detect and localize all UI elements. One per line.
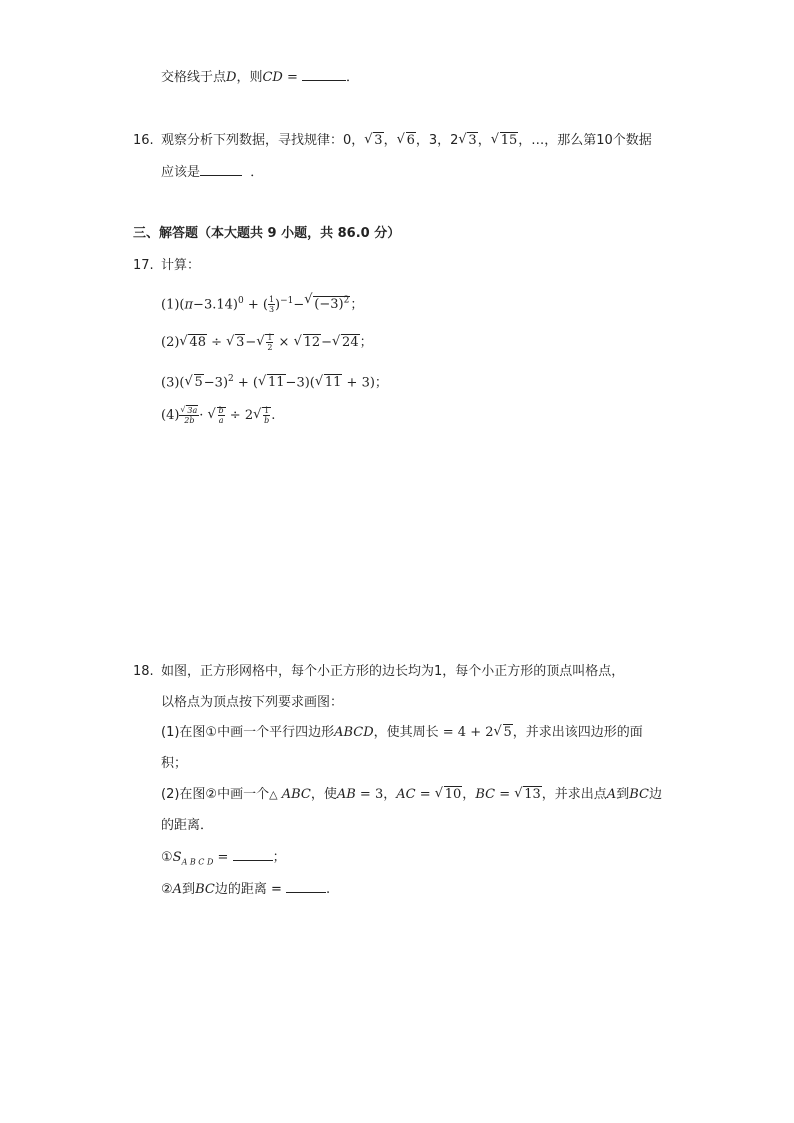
sqrt-15: √ 15: [491, 131, 519, 151]
q18-answer-1: $①S_{A B C D}$ = ；: [161, 847, 286, 873]
q18-line-5: (2)在图②中画一个△ ABC，使AB = 3，AC = √ 10，BC = √ 13，并求出点A到BC边: [161, 785, 662, 805]
q15-answer-blank[interactable]: [302, 67, 346, 81]
q17-part-4: (4) √ $\frac{3a}{2b}$ · √ $\frac{b}{a}$ ÷ 2 √ $\frac{1}{b}$ .: [161, 406, 275, 426]
q18-number: 18.: [133, 664, 154, 679]
sqrt-6: √ 6: [397, 131, 416, 151]
q16-line-2: [161, 162, 263, 183]
q17-title: [133, 256, 200, 276]
q16-answer-blank[interactable]: [200, 162, 242, 176]
q16-text-2: 应该是: [161, 165, 201, 180]
q18-area-blank[interactable]: [233, 847, 273, 861]
q15-end: ．: [346, 70, 360, 85]
sqrt-48: √ 48: [179, 333, 207, 353]
fraction-1-3: $\frac{1}{3}$: [268, 295, 275, 315]
sqrt-11b: √ 11: [315, 373, 343, 393]
q18-text-1: 如图，正方形网格中，每个小正方形的边长均为1，每个小正方形的顶点叫格点，: [161, 664, 625, 679]
q18-line-3: (1)在图①中画一个平行四边形ABCD，使其周长 = 4 + 2√ 5，并求出该四边形的面: [161, 723, 643, 743]
q18-line-4: 积；: [161, 756, 188, 771]
q17-part-1: $(1)(\pi-3.14)^0$ + ( $\frac{1}{3}$ )$^{-1}$−√ $(-3)^2$；: [161, 291, 363, 315]
q17-number: 17.: [133, 258, 154, 273]
q15-continuation: [161, 67, 359, 88]
q16-end: ．: [250, 165, 264, 180]
q18-answer-2: ②A到BC边的距离 = .: [161, 879, 330, 900]
q16-text-end: ，…，那么第10个数据: [518, 133, 652, 148]
q15-text-mid: ，则: [236, 70, 263, 85]
sqrt-24: √ 24: [332, 333, 360, 353]
sqrt-12: √ 12: [294, 333, 322, 353]
q16-text: 观察分析下列数据，寻找规律：0，: [161, 133, 365, 148]
q17-part-3: (3)(√ 5−3)$^2$ + (√ 11−3)(√ 11 + 3)；: [161, 369, 388, 393]
sqrt-5: √ 5: [185, 373, 204, 393]
sqrt-b-over-a: √ $\frac{b}{a}$: [208, 406, 226, 426]
q15-segment: CD: [262, 70, 283, 85]
sqrt-10: √ 10: [435, 785, 463, 805]
q16-number: 16.: [133, 133, 154, 148]
quad-abcd: ABCD: [334, 725, 374, 740]
q18-line-2: 以格点为顶点按下列要求画图：: [161, 695, 344, 710]
q16-text-three: ，3，2: [415, 133, 459, 148]
section-3-title: 三、解答题（本大题共 9 小题，共 86.0 分）: [133, 226, 401, 241]
sqrt-11: √ 11: [258, 373, 286, 393]
q17-title-text: 计算：: [161, 258, 201, 273]
sqrt-1-over-b: √ $\frac{1}{b}$: [253, 406, 271, 426]
sqrt-3b: √ 3: [458, 131, 477, 151]
q18-line-6: 的距离．: [161, 818, 214, 833]
sqrt-3-p2: √ 3: [226, 333, 245, 353]
q15-equals: =: [282, 70, 303, 85]
q16-line-1: 16. 观察分析下列数据，寻找规律：0，√ 3，√ 6，3，2√ 3，√ 15，…，那么第10个数据: [133, 131, 652, 151]
triangle-symbol: △: [269, 788, 278, 801]
sqrt-5-perimeter: √ 5: [494, 723, 513, 743]
q15-point: D: [226, 70, 237, 85]
q18-line-1: [133, 662, 624, 682]
q15-text: 交格线于点: [161, 70, 227, 85]
sqrt-half: √ $\frac{1}{2}$: [256, 333, 274, 353]
q18-distance-blank[interactable]: [286, 879, 326, 893]
sqrt-neg3-squared: √ $(-3)^2$: [304, 291, 350, 315]
sqrt-3: √ 3: [364, 131, 383, 151]
fraction-sqrt3a-2b: √ $\frac{3a}{2b}$: [179, 406, 199, 425]
sqrt-13: √ 13: [514, 785, 542, 805]
q17-part-2: (2)√ 48 ÷ √ 3− √ $\frac{1}{2}$ × √ 12−√ 24；: [161, 333, 373, 353]
